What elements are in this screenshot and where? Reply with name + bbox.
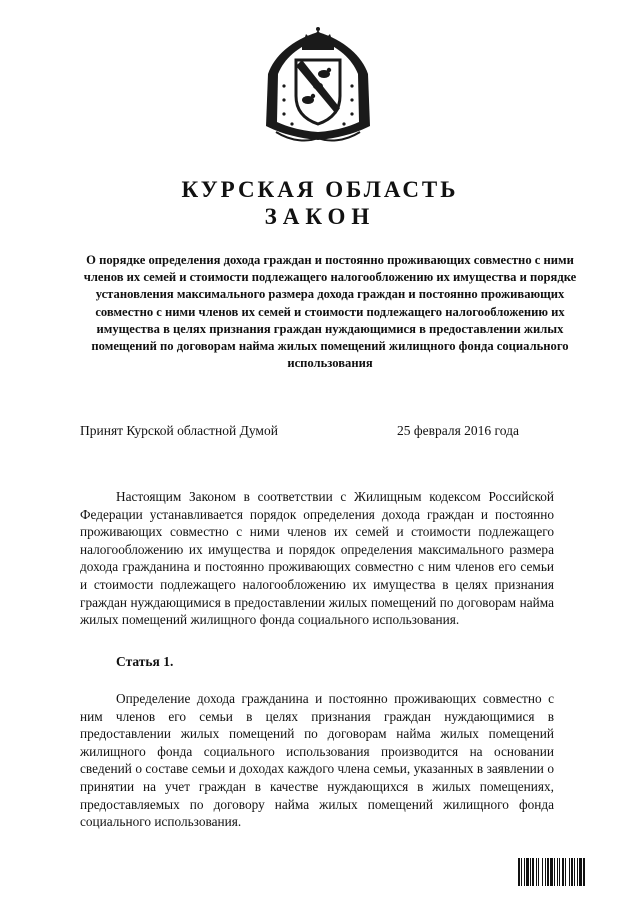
barcode-bar [559,858,560,886]
barcode-bar [536,858,537,886]
barcode-bar [579,858,582,886]
barcode-bar [569,858,570,886]
barcode-bar [557,858,558,886]
barcode-bar [521,858,522,886]
law-heading: О порядке определения дохода граждан и постоянно проживающих совместно с ними членов их семей и стоимости подлежащего налогообложению их имущества и порядке установления максимального размера дохода граждан и постоянно проживающих совместно с ними членов их семей и стоимости подлежащего налогообложению их имущества в целях признания граждан нуждающимися в предоставлении жилых помещений по договорам найма жилых помещений жилищного фонда социального использования [83,253,577,371]
article-label: Статья 1. [116,654,174,669]
barcode-bar [574,858,575,886]
barcode-bar [565,858,566,886]
barcode-bar [524,858,525,886]
region-title: КУРСКАЯ ОБЛАСТЬ [181,177,459,202]
barcode-bar [542,858,543,886]
barcode-icon [518,858,606,886]
barcode-bar [530,858,531,886]
barcode-bar [545,858,546,886]
barcode-bar [538,858,539,886]
barcode-bar [518,858,520,886]
adopted-by: Принят Курской областной Думой [80,423,278,438]
barcode-bar [554,858,555,886]
barcode-bar [562,858,564,886]
coat-of-arms-icon [262,26,374,144]
law-title: ЗАКОН [264,204,376,229]
barcode-bar [547,858,549,886]
barcode-bar [583,858,585,886]
barcode-bar [577,858,578,886]
barcode-bar [526,858,529,886]
article-paragraph: Определение дохода гражданина и постоянно проживающих совместно с ним членов его семьи в целях признания граждан нуждающимися в предоставлении жилых помещений по договорам найма жилых помещений жилищного фонда социального использования производится на основании сведений о составе семьи и доходах каждого члена семьи, указанных в заявлении о принятии на учет граждан в качестве нуждающихся в жилых помещениях, предоставляемых по договору найма жилых помещений жилищного фонда социального использования. [80,691,554,830]
barcode-bar [550,858,553,886]
adopted-date: 25 февраля 2016 года [397,423,519,438]
barcode-bar [532,858,534,886]
preamble-paragraph: Настоящим Законом в соответствии с Жилищным кодексом Российской Федерации устанавливается порядок определения дохода граждан и постоянно проживающих совместно с ними членов их семей и стоимости подлежащего налогообложению их имущества и порядок определения максимального размера дохода гражданина и постоянно проживающих совместно с ним членов его семьи и стоимости подлежащего налогообложению их имущества в целях признания граждан нуждающимися в предоставлении жилых помещений по договорам найма жилых помещений жилищного фонда социального использования. [80,489,554,628]
barcode-bar [571,858,573,886]
